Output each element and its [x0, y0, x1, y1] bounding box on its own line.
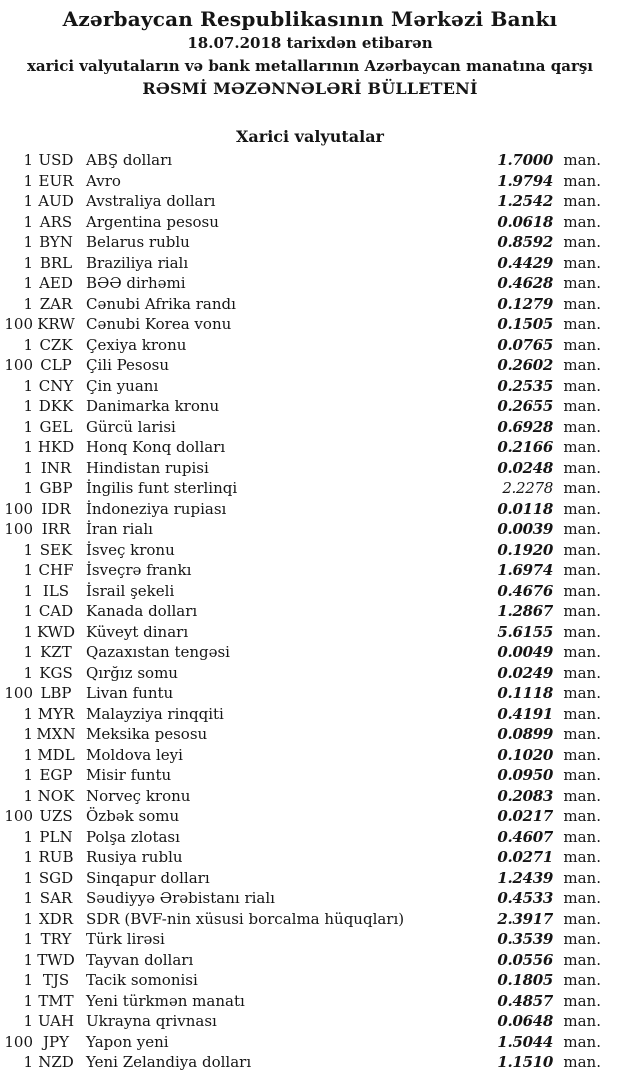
currency-name: Malayziya rinqqiti	[86, 704, 224, 723]
rate-quantity: 1	[23, 786, 33, 805]
rate-value: 0.2083	[497, 786, 553, 805]
rate-value: 0.0765	[497, 335, 553, 354]
currency-name: Belarus rublu	[86, 233, 190, 251]
rate-value: 0.4533	[497, 889, 553, 907]
currency-name: Kanada dolları	[86, 602, 198, 620]
table-row	[0, 335, 620, 356]
rates-table	[0, 150, 620, 1073]
table-row	[0, 888, 620, 909]
table-row	[0, 417, 620, 438]
currency-code: GBP	[39, 479, 73, 497]
rate-value: 5.6155	[497, 622, 553, 641]
currency-code: HKD	[37, 438, 75, 456]
rate-value: 2.3917	[497, 909, 553, 928]
currency-code: NZD	[38, 1053, 74, 1071]
currency-code: UAH	[37, 1012, 75, 1030]
currency-code: LBP	[40, 684, 72, 702]
table-row	[0, 806, 620, 827]
currency-code: JPY	[42, 1032, 69, 1051]
rate-quantity: 1	[23, 622, 33, 641]
rate-value: 0.0217	[497, 807, 553, 825]
table-row	[0, 540, 620, 561]
rate-value: 0.0648	[497, 1012, 553, 1030]
currency-code: KWD	[36, 622, 76, 641]
rate-value: 0.1020	[497, 745, 553, 764]
effective-date-line: 18.07.2018 tarixdən etibarən	[187, 34, 433, 52]
unit-label: man.	[563, 827, 601, 846]
rate-quantity: 1	[23, 848, 33, 866]
currency-code: NOK	[37, 786, 75, 805]
unit-label: man.	[563, 643, 601, 661]
currency-code: CNY	[38, 376, 74, 395]
currency-code: KZT	[40, 643, 72, 661]
table-row	[0, 970, 620, 991]
rate-quantity: 1	[23, 581, 33, 600]
currency-name: Norveç kronu	[86, 786, 191, 805]
table-row	[0, 273, 620, 294]
subtitle-line: xarici valyutaların və bank metallarının Azərbaycan manatına qarşı	[26, 56, 594, 75]
unit-label: man.	[563, 909, 601, 928]
table-row	[0, 519, 620, 540]
table-row	[0, 929, 620, 950]
currency-name: Gürcü larisi	[86, 417, 176, 436]
rate-value: 0.0618	[497, 212, 553, 231]
table-row	[0, 478, 620, 499]
rate-quantity: 1	[23, 253, 33, 272]
currency-code: KGS	[39, 663, 73, 682]
rate-quantity: 1	[23, 335, 33, 354]
currency-code: GEL	[39, 417, 73, 436]
currency-code: IDR	[41, 499, 71, 518]
currency-name: Tacik somonisi	[86, 971, 198, 989]
rate-quantity: 1	[23, 1012, 33, 1030]
table-row	[0, 642, 620, 663]
unit-label: man.	[563, 376, 601, 395]
rate-quantity: 100	[4, 520, 33, 538]
currency-name: Polşa zlotası	[86, 827, 180, 846]
table-row	[0, 253, 620, 274]
currency-name: Tayvan dolları	[86, 950, 194, 969]
table-row	[0, 601, 620, 622]
rate-quantity: 100	[4, 1032, 33, 1051]
rate-quantity: 1	[23, 171, 33, 190]
currency-name: Sinqapur dolları	[86, 868, 210, 887]
currency-name: Honq Konq dolları	[86, 438, 226, 456]
unit-label: man.	[563, 233, 601, 251]
rate-value: 1.2542	[497, 192, 553, 210]
currency-code: BYN	[39, 233, 73, 251]
unit-label: man.	[563, 581, 601, 600]
currency-code: UZS	[39, 807, 73, 825]
unit-label: man.	[563, 315, 601, 333]
rate-value: 0.1118	[497, 684, 553, 702]
unit-label: man.	[563, 725, 601, 743]
rate-quantity: 1	[23, 151, 33, 169]
table-row	[0, 437, 620, 458]
rate-value: 0.0249	[497, 663, 553, 682]
unit-label: man.	[563, 397, 601, 415]
rate-value: 1.5044	[497, 1032, 553, 1051]
currency-name: Özbək somu	[86, 807, 180, 825]
rate-quantity: 1	[23, 294, 33, 313]
currency-name: Braziliya rialı	[86, 253, 189, 272]
rate-quantity: 1	[23, 930, 33, 948]
currency-name: İndoneziya rupiası	[86, 499, 227, 518]
currency-code: MXN	[36, 725, 76, 743]
currency-code: PLN	[39, 827, 73, 846]
rate-value: 0.0271	[497, 848, 553, 866]
currency-name: Argentina pesosu	[86, 212, 219, 231]
rate-value: 1.1510	[497, 1053, 553, 1071]
table-row	[0, 1011, 620, 1032]
table-row	[0, 355, 620, 376]
rate-value: 0.4857	[497, 991, 553, 1010]
currency-name: Rusiya rublu	[86, 848, 183, 866]
unit-label: man.	[563, 848, 601, 866]
page-title: Azərbaycan Respublikasının Mərkəzi Bankı	[62, 7, 558, 31]
table-row	[0, 581, 620, 602]
rate-value: 0.0950	[497, 766, 553, 784]
table-row	[0, 499, 620, 520]
unit-label: man.	[563, 253, 601, 272]
currency-name: Qazaxıstan tengəsi	[86, 643, 230, 661]
currency-code: ILS	[42, 581, 70, 600]
currency-name: Moldova leyi	[86, 745, 183, 764]
rate-quantity: 1	[23, 971, 33, 989]
currency-name: Meksika pesosu	[86, 725, 208, 743]
currency-name: Hindistan rupisi	[86, 458, 209, 477]
rate-quantity: 1	[23, 274, 33, 292]
currency-name: Livan funtu	[86, 684, 174, 702]
currency-name: Türk lirəsi	[86, 930, 165, 948]
currency-code: EUR	[38, 171, 74, 190]
unit-label: man.	[563, 889, 601, 907]
rate-quantity: 1	[23, 192, 33, 210]
unit-label: man.	[563, 499, 601, 518]
unit-label: man.	[563, 438, 601, 456]
rate-quantity: 1	[23, 725, 33, 743]
rate-quantity: 1	[23, 766, 33, 784]
rate-value: 0.2655	[497, 397, 553, 415]
table-row	[0, 396, 620, 417]
unit-label: man.	[563, 991, 601, 1010]
section-title-foreign-currencies: Xarici valyutalar	[236, 127, 384, 146]
currency-name: Cənubi Korea vonu	[86, 315, 232, 333]
currency-code: TMT	[38, 991, 74, 1010]
table-row	[0, 663, 620, 684]
unit-label: man.	[563, 171, 601, 190]
rate-value: 0.0899	[497, 725, 553, 743]
rate-value: 0.8592	[497, 233, 553, 251]
currency-name: Avstraliya dolları	[86, 192, 216, 210]
rate-value: 0.4191	[497, 704, 553, 723]
currency-name: Yeni türkmən manatı	[86, 991, 245, 1010]
currency-code: MYR	[37, 704, 75, 723]
rate-value: 0.1805	[497, 971, 553, 989]
rate-value: 0.3539	[497, 930, 553, 948]
rate-quantity: 1	[23, 561, 33, 579]
rate-quantity: 1	[23, 602, 33, 620]
currency-name: Çexiya kronu	[86, 335, 187, 354]
currency-code: RUB	[38, 848, 74, 866]
table-row	[0, 191, 620, 212]
unit-label: man.	[563, 520, 601, 538]
rate-quantity: 1	[23, 438, 33, 456]
currency-code: ZAR	[39, 294, 73, 313]
currency-code: AED	[39, 274, 73, 292]
currency-name: SDR (BVF-nin xüsusi borcalma hüquqları)	[86, 909, 405, 928]
table-row	[0, 704, 620, 725]
rate-value: 0.0039	[497, 520, 553, 538]
rate-value: 0.0556	[497, 950, 553, 969]
currency-name: Misir funtu	[86, 766, 172, 784]
currency-name: İsveç kronu	[86, 540, 175, 559]
unit-label: man.	[563, 561, 601, 579]
rate-value: 0.2166	[497, 438, 553, 456]
rate-quantity: 1	[23, 704, 33, 723]
bulletin-title: RƏSMİ MƏZƏNNƏLƏRİ BÜLLETENİ	[142, 79, 478, 98]
table-row	[0, 724, 620, 745]
rate-value: 2.2278	[502, 479, 553, 497]
rate-value: 1.7000	[497, 151, 553, 169]
currency-code: DKK	[38, 397, 74, 415]
unit-label: man.	[563, 622, 601, 641]
currency-name: Ukrayna qrivnası	[86, 1012, 217, 1030]
currency-code: TWD	[37, 950, 75, 969]
currency-code: MDL	[37, 745, 75, 764]
currency-code: IRR	[41, 520, 71, 538]
rate-value: 1.9794	[497, 171, 553, 190]
currency-name: Yeni Zelandiya dolları	[86, 1053, 252, 1071]
unit-label: man.	[563, 950, 601, 969]
currency-code: TRY	[40, 930, 72, 948]
currency-name: Çin yuanı	[86, 376, 159, 395]
currency-name: Qırğız somu	[86, 663, 178, 682]
table-row	[0, 765, 620, 786]
currency-code: ARS	[39, 212, 73, 231]
rate-quantity: 1	[23, 950, 33, 969]
rate-quantity: 100	[4, 807, 33, 825]
bulletin-header	[0, 0, 620, 100]
currency-name: İsrail şekeli	[86, 581, 175, 600]
rate-quantity: 100	[4, 684, 33, 702]
rate-value: 0.0118	[497, 499, 553, 518]
rate-quantity: 1	[23, 1053, 33, 1071]
currency-code: SEK	[39, 540, 73, 559]
rate-quantity: 100	[4, 315, 33, 333]
currency-code: CAD	[38, 602, 74, 620]
unit-label: man.	[563, 335, 601, 354]
currency-name: Danimarka kronu	[86, 397, 220, 415]
table-row	[0, 150, 620, 171]
rate-value: 0.1920	[497, 540, 553, 559]
unit-label: man.	[563, 786, 601, 805]
unit-label: man.	[563, 684, 601, 702]
currency-name: Avro	[86, 171, 121, 190]
table-row	[0, 171, 620, 192]
currency-name: Çili Pesosu	[86, 356, 170, 374]
currency-name: Yapon yeni	[86, 1032, 169, 1051]
rate-quantity: 1	[23, 397, 33, 415]
table-row	[0, 950, 620, 971]
currency-name: ABŞ dolları	[86, 151, 173, 169]
table-row	[0, 786, 620, 807]
unit-label: man.	[563, 663, 601, 682]
table-row	[0, 560, 620, 581]
rate-quantity: 1	[23, 458, 33, 477]
rate-quantity: 1	[23, 827, 33, 846]
unit-label: man.	[563, 151, 601, 169]
rate-value: 0.1505	[497, 315, 553, 333]
table-row	[0, 827, 620, 848]
table-row	[0, 458, 620, 479]
table-row	[0, 1032, 620, 1053]
rate-value: 0.0049	[497, 643, 553, 661]
currency-code: TJS	[42, 971, 70, 989]
currency-code: SAR	[39, 889, 73, 907]
rate-value: 0.1279	[497, 294, 553, 313]
unit-label: man.	[563, 704, 601, 723]
currency-name: İran rialı	[86, 520, 153, 538]
unit-label: man.	[563, 417, 601, 436]
unit-label: man.	[563, 458, 601, 477]
currency-code: KRW	[37, 315, 75, 333]
table-row	[0, 745, 620, 766]
table-row	[0, 376, 620, 397]
rate-value: 1.2439	[497, 868, 553, 887]
currency-code: SGD	[38, 868, 74, 887]
currency-code: EGP	[39, 766, 73, 784]
currency-code: BRL	[39, 253, 73, 272]
currency-code: CLP	[40, 356, 72, 374]
currency-name: İngilis funt sterlinqi	[86, 479, 238, 497]
table-row	[0, 868, 620, 889]
rate-quantity: 100	[4, 499, 33, 518]
unit-label: man.	[563, 971, 601, 989]
table-row	[0, 1052, 620, 1073]
table-row	[0, 847, 620, 868]
rate-quantity: 1	[23, 479, 33, 497]
rate-quantity: 1	[23, 889, 33, 907]
unit-label: man.	[563, 274, 601, 292]
rate-quantity: 1	[23, 991, 33, 1010]
table-row	[0, 294, 620, 315]
currency-code: XDR	[39, 909, 73, 928]
unit-label: man.	[563, 602, 601, 620]
rate-quantity: 1	[23, 663, 33, 682]
rate-value: 0.4429	[497, 253, 553, 272]
unit-label: man.	[563, 807, 601, 825]
table-row	[0, 622, 620, 643]
rate-value: 0.4607	[497, 827, 553, 846]
currency-code: CZK	[39, 335, 73, 354]
unit-label: man.	[563, 294, 601, 313]
unit-label: man.	[563, 192, 601, 210]
unit-label: man.	[563, 745, 601, 764]
table-row	[0, 683, 620, 704]
rate-value: 0.4676	[497, 581, 553, 600]
unit-label: man.	[563, 1032, 601, 1051]
rate-quantity: 1	[23, 909, 33, 928]
currency-code: CHF	[38, 561, 74, 579]
rate-quantity: 1	[23, 868, 33, 887]
rate-quantity: 1	[23, 376, 33, 395]
unit-label: man.	[563, 766, 601, 784]
rate-value: 0.6928	[497, 417, 553, 436]
rate-value: 1.6974	[497, 561, 553, 579]
table-row	[0, 212, 620, 233]
rate-quantity: 1	[23, 417, 33, 436]
unit-label: man.	[563, 930, 601, 948]
rate-value: 0.2535	[497, 376, 553, 395]
unit-label: man.	[563, 1053, 601, 1071]
table-row	[0, 232, 620, 253]
unit-label: man.	[563, 356, 601, 374]
rate-quantity: 1	[23, 643, 33, 661]
rate-value: 0.2602	[497, 356, 553, 374]
currency-name: Səudiyyə Ərəbistanı rialı	[86, 889, 275, 907]
unit-label: man.	[563, 1012, 601, 1030]
currency-code: USD	[38, 151, 74, 169]
table-row	[0, 909, 620, 930]
table-row	[0, 314, 620, 335]
currency-name: İsveçrə frankı	[86, 561, 192, 579]
rate-quantity: 100	[4, 356, 33, 374]
rate-quantity: 1	[23, 540, 33, 559]
rate-quantity: 1	[23, 212, 33, 231]
unit-label: man.	[563, 868, 601, 887]
rate-value: 1.2867	[497, 602, 553, 620]
rate-quantity: 1	[23, 745, 33, 764]
unit-label: man.	[563, 212, 601, 231]
currency-name: BƏƏ dirhəmi	[86, 274, 186, 292]
currency-code: AUD	[38, 192, 74, 210]
rate-value: 0.4628	[497, 274, 553, 292]
currency-name: Cənubi Afrika randı	[86, 294, 236, 313]
unit-label: man.	[563, 479, 601, 497]
unit-label: man.	[563, 540, 601, 559]
currency-code: INR	[40, 458, 72, 477]
rate-value: 0.0248	[497, 458, 553, 477]
table-row	[0, 991, 620, 1012]
rate-quantity: 1	[23, 233, 33, 251]
currency-name: Küveyt dinarı	[86, 622, 189, 641]
